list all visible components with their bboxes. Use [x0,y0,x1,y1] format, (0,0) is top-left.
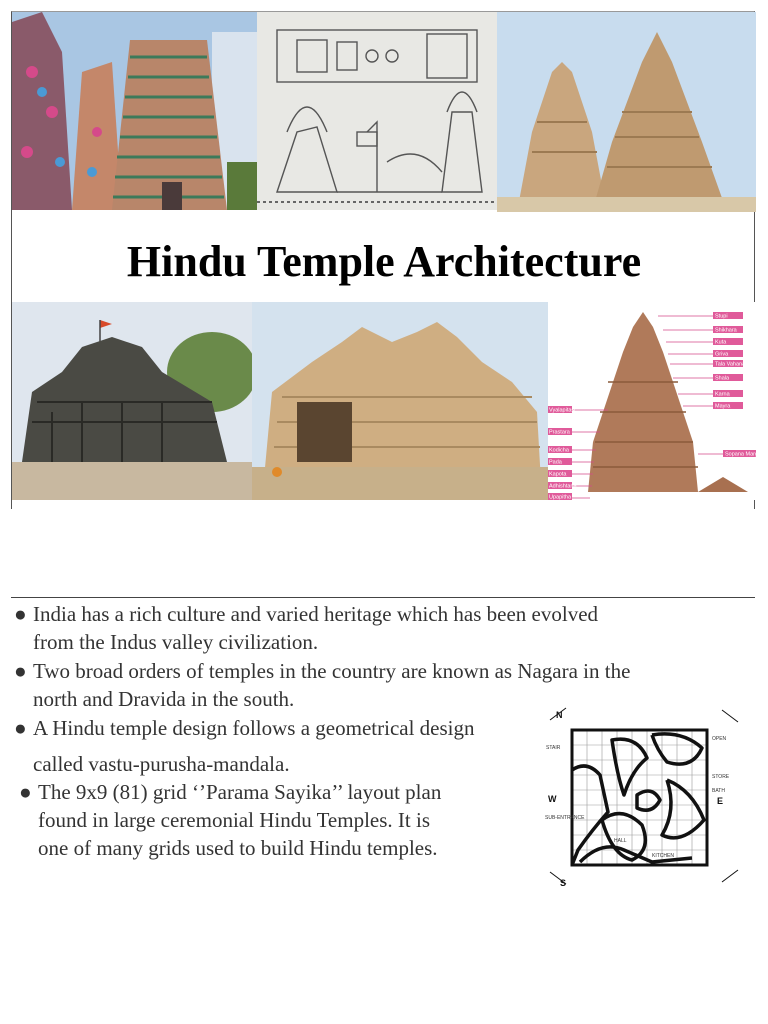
compass-south: S [560,878,567,888]
label-shikhara: Shikhara [715,327,737,334]
title-slide [11,11,762,509]
label-karna: Karna [715,391,730,398]
label-tala-vahana: Tala Vahana [715,361,746,368]
khajuraho-temple-photo [252,302,548,500]
label-adhishtana: Adhishtana [549,483,577,490]
label-stupi: Stupi [715,313,728,320]
label-kuta: Kuta [715,339,727,346]
bullet-item: ● A Hindu temple design follows a geometrical design called vastu-purusha-mandala. [14,716,475,776]
mandala-label-hall: HALL [614,838,627,844]
bullet-item: ● The 9x9 (81) grid ‘’Parama Sayika’’ layout plan found in large ceremonial Hindu Temples. It is one of many grids used to build Hindu temples. [19,780,442,860]
compass-north: N [556,710,563,720]
mandala-label-store: STORE [712,774,730,780]
vastu-purusha-mandala-diagram [542,700,754,892]
mandala-label-sub-entrance: SUB-ENTRANCE [545,815,585,821]
bullet-dot-icon: ● [14,602,27,626]
label-prastara: Prastara [549,429,570,436]
label-kodicha: Kodicha [549,447,569,454]
slide-title: Hindu Temple Architecture [126,237,642,286]
bullet-item: ● Two broad orders of temples in the country are known as Nagara in the north and Dravida in the south. [14,659,631,711]
bullet-dot-icon: ● [14,659,27,683]
labeled-temple-photo [548,302,762,501]
label-vyalapitasi: Vyalapitasi [549,407,576,414]
mandala-label-stair: STAIR [546,745,561,751]
ambernath-temple-photo [12,302,252,500]
mandala-label-open: OPEN [712,736,727,742]
section-divider [11,597,755,598]
label-sopana-marga: Sopana Marga [725,451,762,458]
temple-plan-drawing [257,12,497,210]
mandala-label-kitchen: KITCHEN [652,853,674,859]
compass-east: E [717,796,724,806]
compass-west: W [548,794,557,804]
label-upapitha: Upapitha [549,494,572,501]
label-shala: Shala [715,375,730,382]
bullet-item: ● India has a rich culture and varied heritage which has been evolved from the Indus valley civilization. [14,602,599,654]
bullet-dot-icon: ● [14,716,27,740]
shore-temple-photo [497,12,756,212]
label-pada: Pada [549,459,562,466]
label-mayra: Mayra [715,403,731,410]
bullet-dot-icon: ● [19,780,32,804]
mandala-label-bath: BATH [712,788,725,794]
label-griva: Griva [715,351,729,358]
label-kapota: Kapota [549,471,567,478]
painted-gopuram-photo [12,12,257,210]
